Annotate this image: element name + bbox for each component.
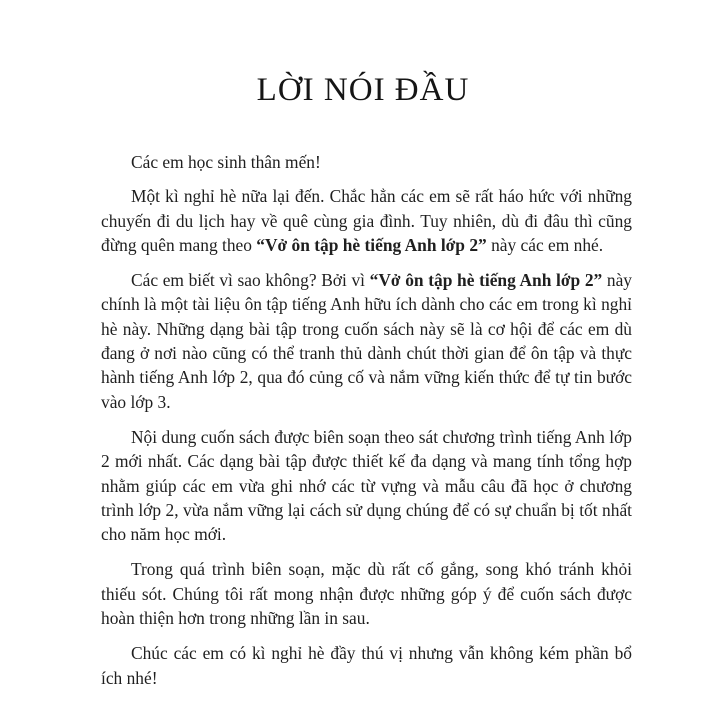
book-title-bold: “Vở ôn tập hè tiếng Anh lớp 2”	[369, 270, 603, 291]
paragraph-1-text-before: Một kì nghỉ hè nữa lại đến. Chắc hẳn các em sẽ rất háo hức với những chuyến đi du lịch hay về quê cùng gia đình. Tuy nhiên, dù đi đâu thì cũng đừng quên mang theo	[101, 186, 632, 255]
paragraph-5: Chúc các em có kì nghỉ hè đầy thú vị nhưng vẫn không kém phần bổ ích nhé!	[101, 643, 632, 688]
page-title: LỜI NÓI ĐẦU	[256, 72, 470, 108]
paragraph-1-text-after: này các em nhé.	[486, 234, 604, 255]
preface-body	[101, 150, 632, 701]
paragraph-2-text-after: này chính là một tài liệu ôn tập tiếng Anh hữu ích dành cho các em trong kì nghỉ hè này. Những dạng bài tập trong cuốn sách này sẽ là cơ hội để các em dù đang ở nơi nào cũng có thể tranh thủ dành chút thời gian để ôn tập và thực hành tiếng Anh lớp 2, qua đó củng cố và nắm vững kiến thức để tự tin bước vào lớp 3.	[101, 270, 632, 412]
paragraph-3: Nội dung cuốn sách được biên soạn theo sát chương trình tiếng Anh lớp 2 mới nhất. Các dạng bài tập được thiết kế đa dạng và mang tính tổng hợp nhằm giúp các em vừa ghi nhớ các từ vựng và mẫu câu đã học ở chương trình lớp 2, vừa nắm vững lại cách sử dụng chúng để có sự chuẩn bị tốt nhất cho năm học mới.	[101, 426, 632, 545]
paragraph-4: Trong quá trình biên soạn, mặc dù rất cố gắng, song khó tránh khỏi thiếu sót. Chúng tôi rất mong nhận được những góp ý để cuốn sách được hoàn thiện hơn trong những lần in sau.	[101, 559, 632, 629]
paragraph-2-text-before: Các em biết vì sao không? Bởi vì	[131, 270, 370, 291]
paragraph-1	[101, 184, 632, 257]
greeting: Các em học sinh thân mến!	[131, 152, 321, 172]
paragraph-2	[101, 268, 632, 414]
book-title-bold: “Vở ôn tập hè tiếng Anh lớp 2”	[256, 234, 487, 255]
